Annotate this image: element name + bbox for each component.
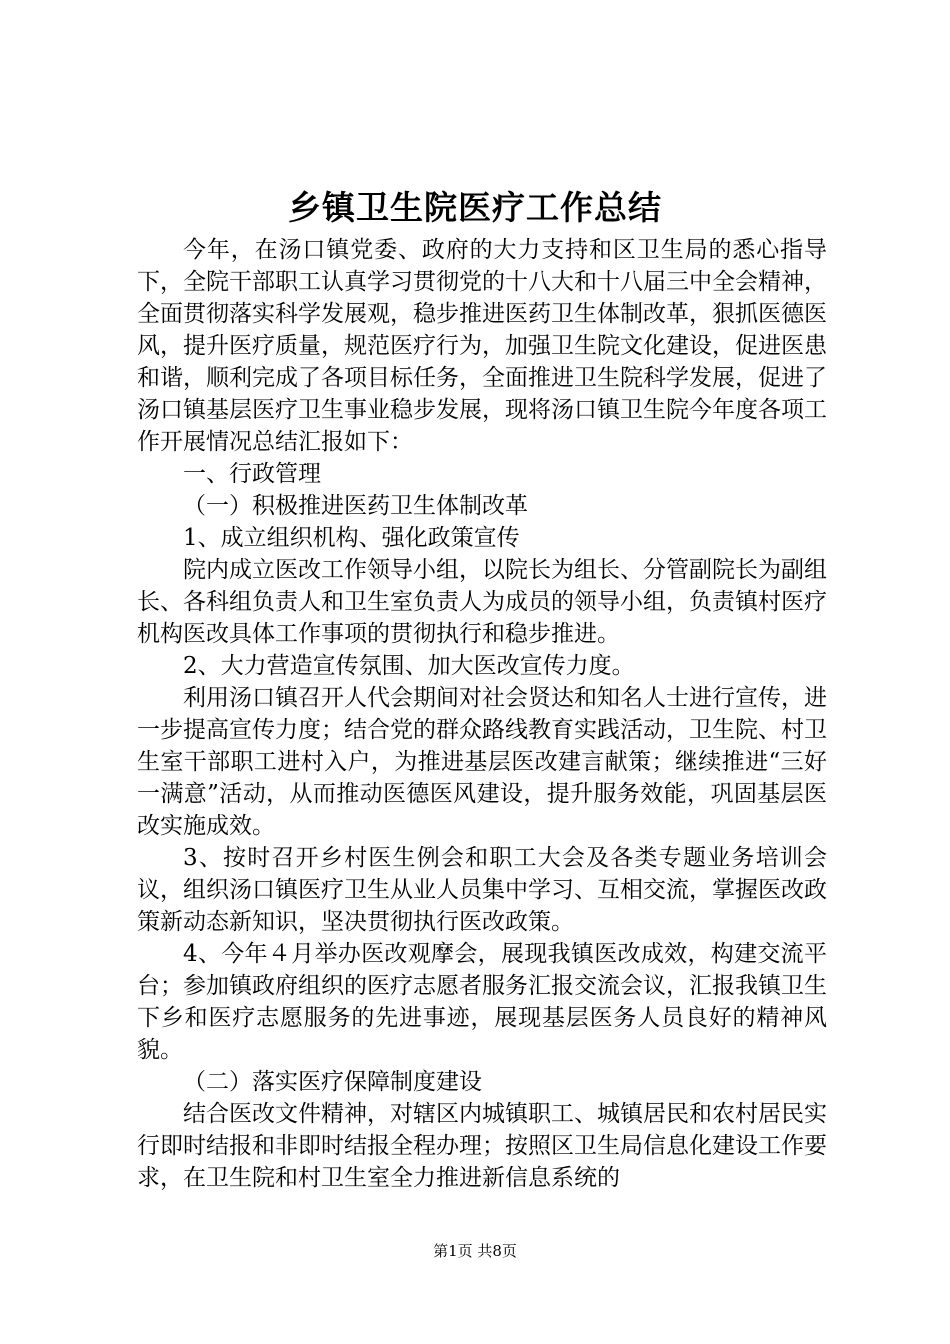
document-title: 乡镇卫生院医疗工作总结 (288, 188, 662, 227)
item-heading-organization: 1、成立组织机构、强化政策宣传 (183, 525, 520, 551)
paragraph-publicity: 利用汤口镇召开人代会期间对社会贤达和知名人士进行宣传，进一步提高宣传力度；结合党的群众路线教育实践活动，卫生院、村卫生室干部职工进村入户，为推进基层医改建言献策；继续推进“三好一满意”活动，从而推动医德医风建设，提升服务效能，巩固基层医改实施成效。 (137, 685, 827, 839)
paragraph-observation: 4、今年４月举办医改观摩会，展现我镇医改成效，构建交流平台；参加镇政府组织的医疗志愿者服务汇报交流会议，汇报我镇卫生下乡和医疗志愿服务的先进事迹，展现基层医务人员良好的精神风貌。 (137, 941, 827, 1063)
section-heading-admin: 一、行政管理 (183, 461, 321, 487)
document-body (137, 234, 827, 1194)
item-heading-publicity: 2、大力营造宣传氛围、加大医改宣传力度。 (183, 653, 635, 679)
subsection-heading-reform: （一）积极推进医药卫生体制改革 (183, 493, 528, 519)
paragraph-meetings: 3、按时召开乡村医生例会和职工大会及各类专题业务培训会议，组织汤口镇医疗卫生从业人员集中学习、互相交流，掌握医改政策新动态新知识，坚决贯彻执行医改政策。 (137, 845, 827, 935)
subsection-heading-insurance: （二）落实医疗保障制度建设 (183, 1069, 482, 1095)
paragraph-organization: 院内成立医改工作领导小组，以院长为组长、分管副院长为副组长、各科组负责人和卫生室负责人为成员的领导小组，负责镇村医疗机构医改具体工作事项的贯彻执行和稳步推进。 (137, 557, 827, 647)
page-number-footer: 第1页 共8页 (433, 1242, 517, 1260)
intro-paragraph: 今年，在汤口镇党委、政府的大力支持和区卫生局的悉心指导下，全院干部职工认真学习贯彻党的十八大和十八届三中全会精神，全面贯彻落实科学发展观，稳步推进医药卫生体制改革，狠抓医德医风，提升医疗质量，规范医疗行为，加强卫生院文化建设，促进医患和谐，顺利完成了各项目标任务，全面推进卫生院科学发展，促进了汤口镇基层医疗卫生事业稳步发展，现将汤口镇卫生院今年度各项工作开展情况总结汇报如下： (137, 237, 827, 455)
paragraph-insurance: 结合医改文件精神，对辖区内城镇职工、城镇居民和农村居民实行即时结报和非即时结报全程办理；按照区卫生局信息化建设工作要求，在卫生院和村卫生室全力推进新信息系统的 (137, 1101, 827, 1191)
